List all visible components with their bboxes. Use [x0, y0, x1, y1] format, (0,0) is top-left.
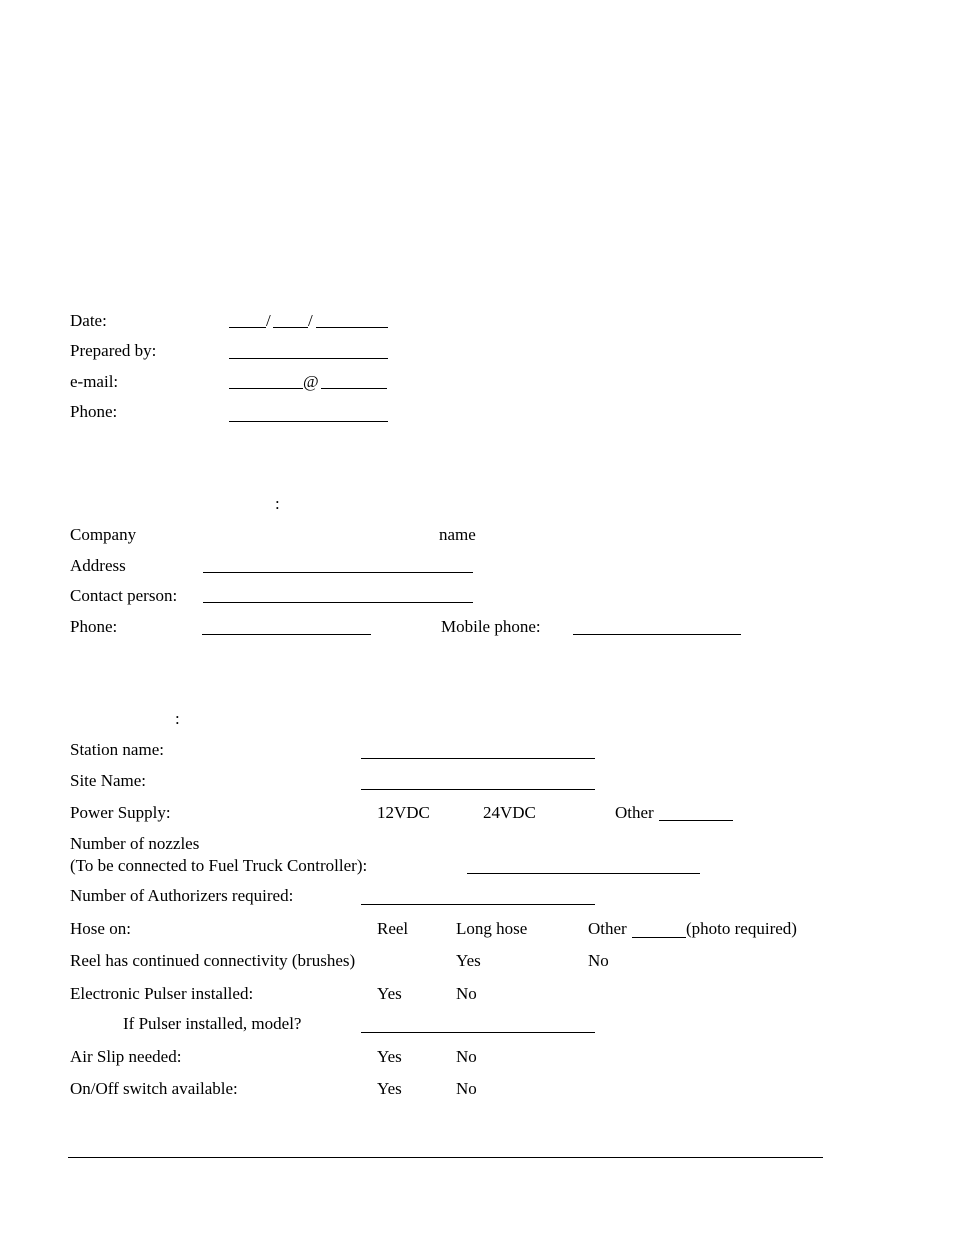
- station-name-label: Station name:: [70, 740, 164, 759]
- footer-divider: [68, 1157, 823, 1158]
- pulser-option-no[interactable]: No: [456, 984, 477, 1003]
- reel-connectivity-label: Reel has continued connectivity (brushes): [70, 951, 356, 970]
- pulser-option-yes[interactable]: Yes: [377, 984, 402, 1003]
- section-heading-colon: :: [175, 709, 180, 728]
- pulser-model-field[interactable]: [361, 1032, 595, 1033]
- power-supply-label: Power Supply:: [70, 803, 171, 822]
- contact-person-field[interactable]: [203, 602, 473, 603]
- phone-field[interactable]: [229, 421, 388, 422]
- prepared-by-field[interactable]: [229, 358, 388, 359]
- address-label: Address: [70, 556, 126, 575]
- pulser-label: Electronic Pulser installed:: [70, 984, 254, 1003]
- nozzles-label-note: (To be connected to Fuel Truck Controller):: [70, 856, 368, 875]
- power-option-other[interactable]: Other: [615, 803, 654, 822]
- company-name-fragment: name: [439, 525, 476, 544]
- air-slip-option-yes[interactable]: Yes: [377, 1047, 402, 1066]
- authorizers-field[interactable]: [361, 904, 595, 905]
- onoff-switch-label: On/Off switch available:: [70, 1079, 238, 1098]
- nozzles-label: Number of nozzles: [70, 834, 200, 853]
- mobile-phone-label: Mobile phone:: [441, 617, 541, 636]
- onoff-option-no[interactable]: No: [456, 1079, 477, 1098]
- authorizers-label: Number of Authorizers required:: [70, 886, 294, 905]
- section-heading-colon: :: [275, 494, 280, 513]
- hose-option-reel[interactable]: Reel: [377, 919, 409, 938]
- date-year-field[interactable]: [316, 327, 388, 328]
- hose-photo-note: (photo required): [686, 919, 797, 938]
- date-separator: /: [266, 311, 271, 330]
- power-other-field[interactable]: [659, 820, 733, 821]
- air-slip-label: Air Slip needed:: [70, 1047, 182, 1066]
- pulser-model-label: If Pulser installed, model?: [123, 1014, 302, 1033]
- onoff-option-yes[interactable]: Yes: [377, 1079, 402, 1098]
- station-name-field[interactable]: [361, 758, 595, 759]
- email-at-sign: @: [303, 372, 319, 391]
- hose-option-other[interactable]: Other: [588, 919, 627, 938]
- power-option-24vdc[interactable]: 24VDC: [483, 803, 536, 822]
- date-month-field[interactable]: [229, 327, 266, 328]
- hose-label: Hose on:: [70, 919, 131, 938]
- reel-option-no[interactable]: No: [588, 951, 609, 970]
- reel-option-yes[interactable]: Yes: [456, 951, 481, 970]
- site-name-label: Site Name:: [70, 771, 147, 790]
- date-label: Date:: [70, 311, 107, 330]
- hose-other-field[interactable]: [632, 937, 686, 938]
- contact-person-label: Contact person:: [70, 586, 178, 605]
- company-label: Company: [70, 525, 137, 544]
- address-field[interactable]: [203, 572, 473, 573]
- hose-option-long-hose[interactable]: Long hose: [456, 919, 528, 938]
- prepared-by-label: Prepared by:: [70, 341, 157, 360]
- email-domain-field[interactable]: [321, 388, 387, 389]
- date-separator: /: [308, 311, 313, 330]
- site-name-field[interactable]: [361, 789, 595, 790]
- email-user-field[interactable]: [229, 388, 303, 389]
- email-label: e-mail:: [70, 372, 119, 391]
- date-day-field[interactable]: [273, 327, 308, 328]
- customer-phone-label: Phone:: [70, 617, 118, 636]
- mobile-phone-field[interactable]: [573, 634, 741, 635]
- customer-phone-field[interactable]: [202, 634, 371, 635]
- phone-label: Phone:: [70, 402, 118, 421]
- power-option-12vdc[interactable]: 12VDC: [377, 803, 430, 822]
- nozzles-field[interactable]: [467, 873, 700, 874]
- air-slip-option-no[interactable]: No: [456, 1047, 477, 1066]
